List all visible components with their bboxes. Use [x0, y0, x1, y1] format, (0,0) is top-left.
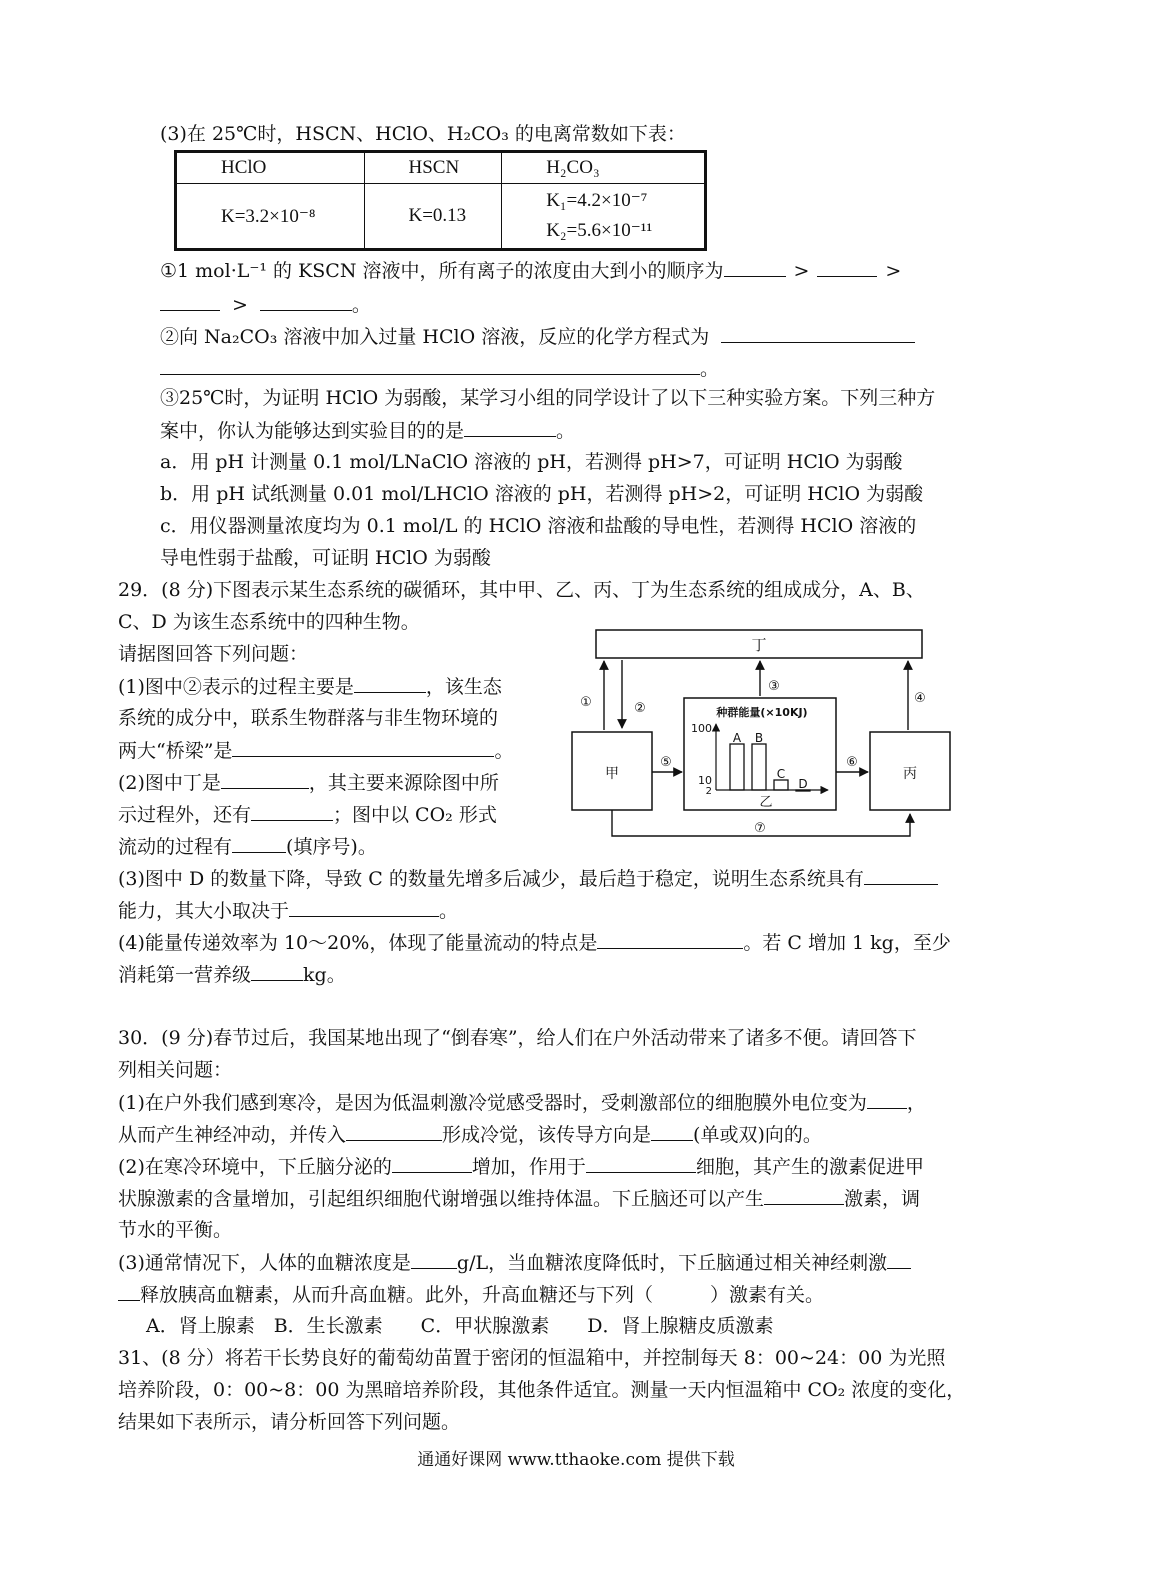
q30-part3-cont: 释放胰高血糖素，从而升高血糖。此外，升高血糖还与下列（ ）激素有关。 [118, 1282, 824, 1307]
table-header-h2co3: H₂CO₃ [502, 152, 706, 184]
num-3: ③ [768, 679, 780, 694]
answer-blank[interactable] [118, 1282, 140, 1301]
bar-c [774, 780, 788, 790]
q28-3-intro: (3)在 25℃时，HSCN、HClO、H₂CO₃ 的电离常数如下表： [160, 123, 686, 145]
answer-blank[interactable] [867, 1090, 907, 1109]
q29-part3: (3)图中 D 的数量下降，导致 C 的数量先增多后减少，最后趋于稳定，说明生态系统具有 [118, 866, 938, 891]
q29-part2-cont2: 流动的过程有 (填序号)。 [118, 836, 377, 858]
page-footer: 通通好课网 www.tthaoke.com 提供下载 [417, 1450, 735, 1470]
chart-title: 种群能量(×10KJ) [716, 706, 808, 719]
answer-blank[interactable] [160, 292, 220, 311]
num-6: ⑥ [846, 755, 858, 770]
answer-blank[interactable] [251, 802, 333, 821]
q31-stem-cont: 培养阶段，0：00~8：00 为黑暗培养阶段，其他条件适宜。测量一天内恒温箱中 CO₂ 浓度的变化， [118, 1379, 966, 1401]
label-bing: 丙 [903, 766, 917, 782]
q29-part1: (1)图中②表示的过程主要是 ，该生态 [118, 676, 502, 698]
bar-a [730, 744, 744, 790]
q28-3-part2-cont: 。 [160, 356, 719, 381]
bar-label-a: A [732, 731, 742, 745]
answer-blank[interactable] [864, 866, 938, 885]
q29-part2: (2)图中丁是 ，其主要来源除图中所 [118, 772, 499, 794]
q31-stem-cont2: 结果如下表所示，请分析回答下列问题。 [118, 1411, 461, 1433]
q29-stem-cont: C、D 为该生态系统中的四种生物。 [118, 611, 420, 633]
q29-part4-cont: 消耗第一营养级 kg。 [118, 964, 346, 986]
q30-part3: (3)通常情况下，人体的血糖浓度是 g/L，当血糖浓度降低时，下丘脑通过相关神经刺激 [118, 1250, 911, 1275]
option-a: a．用 pH 计测量 0.1 mol/LNaClO 溶液的 pH，若测得 pH>7，可证明 HClO 为弱酸 [160, 451, 903, 473]
q30-stem-cont: 列相关问题： [118, 1059, 233, 1081]
y-tick-2: 2 [705, 786, 712, 797]
answer-blank[interactable] [260, 292, 352, 311]
k2-h2co3: K₂=5.6×10⁻¹¹ [546, 220, 653, 241]
num-5: ⑤ [660, 755, 672, 770]
q30-part1-cont: 从而产生神经冲动，并传入 形成冷觉，该传导方向是 (单或双)向的。 [118, 1124, 822, 1146]
label-ding: 丁 [751, 636, 767, 654]
q30-part2-cont: 状腺激素的含量增加，引起组织细胞代谢增强以维持体温。下丘脑还可以产生 激素，调 [118, 1188, 921, 1210]
table-cell-k-hclo: K=3.2×10⁻⁸ [176, 184, 365, 250]
answer-blank[interactable] [346, 1122, 442, 1141]
y-tick-100: 100 [691, 722, 712, 735]
answer-blank[interactable] [651, 1122, 693, 1141]
q28-3-part1-cont: > 。 [160, 292, 371, 317]
q28-3-part1: ①1 mol·L⁻¹ 的 KSCN 溶液中，所有离子的浓度由大到小的顺序为 > > [160, 260, 902, 282]
option-c: c．用仪器测量浓度均为 0.1 mol/L 的 HClO 溶液和盐酸的导电性，若测得 HClO 溶液的 [160, 515, 917, 537]
answer-blank[interactable] [160, 356, 700, 375]
answer-blank[interactable] [817, 258, 877, 277]
q29-part4: (4)能量传递效率为 10～20%，体现了能量流动的特点是 。若 C 增加 1 kg，至少 [118, 932, 951, 954]
bar-b [752, 744, 766, 790]
bar-label-c: C [776, 767, 786, 781]
option-c-cont: 导电性弱于盐酸，可证眀 HClO 为弱酸 [160, 547, 491, 569]
answer-blank[interactable] [464, 418, 556, 437]
q28-3-part3-cont: 案中，你认为能够达到实验目的的是 。 [160, 420, 576, 442]
answer-blank[interactable] [411, 1250, 457, 1269]
table-header-hscn: HSCN [364, 152, 502, 184]
num-7: ⑦ [754, 821, 766, 836]
answer-blank[interactable] [251, 962, 303, 981]
answer-blank[interactable] [764, 1186, 844, 1205]
q30-part2-cont2: 节水的平衡。 [118, 1219, 233, 1241]
y-tick-10: 10 [698, 774, 712, 787]
answer-blank[interactable] [724, 258, 786, 277]
q30-options: A．肾上腺素 B．生长激素 C．甲状腺激素 D．肾上腺糖皮质激素 [146, 1315, 774, 1337]
bar-label-d: D [798, 777, 808, 791]
label-yi: 乙 [759, 795, 773, 810]
ionization-constant-table [174, 150, 707, 251]
q30-part2: (2)在寒冷环境中，下丘脑分泌的 增加，作用于 细胞，其产生的激素促进甲 [118, 1156, 924, 1178]
answer-blank[interactable] [232, 738, 494, 757]
q29-part1-cont: 系统的成分中，联系生物群落与非生物环境的 [118, 707, 499, 729]
q30-part1: (1)在户外我们感到寒冷，是因为低温刺激冷觉感受器时，受刺激部位的细胞膜外电位变为 ， [118, 1092, 926, 1114]
q29-instruction: 请据图回答下列问题： [118, 643, 309, 665]
num-4: ④ [914, 691, 926, 706]
q28-3-part2: ②向 Na₂CO₃ 溶液中加入过量 HClO 溶液，反应的化学方程式为 [160, 324, 915, 349]
answer-blank[interactable] [221, 770, 309, 789]
num-1: ① [580, 695, 592, 710]
q29-part1-cont2: 两大“桥梁”是 。 [118, 740, 514, 762]
table-header-hclo: HClO [176, 152, 365, 184]
q29-part2-cont: 示过程外，还有 ；图中以 CO₂ 形式 [118, 804, 497, 826]
label-jia: 甲 [605, 766, 619, 782]
table-cell-k-h2co3 [502, 184, 706, 250]
answer-blank[interactable] [354, 674, 426, 693]
answer-blank[interactable] [597, 930, 743, 949]
q31-stem: 31、(8 分）将若干长势良好的葡萄幼苗置于密闭的恒温箱中，并控制每天 8：00~24：00 为光照 [118, 1347, 946, 1369]
table-cell-k-hscn: K=0.13 [364, 184, 502, 250]
answer-blank[interactable] [392, 1154, 472, 1173]
answer-blank[interactable] [721, 324, 915, 343]
option-b: b．用 pH 试纸测量 0.01 mol/LHClO 溶液的 pH，若测得 pH>2，可证明 HClO 为弱酸 [160, 483, 924, 505]
k1-h2co3: K₁=4.2×10⁻⁷ [546, 190, 648, 211]
answer-blank[interactable] [289, 898, 439, 917]
answer-blank[interactable] [586, 1154, 696, 1173]
bar-label-b: B [754, 731, 764, 745]
q29-stem: 29．(8 分)下图表示某生态系统的碳循环，其中甲、乙、丙、丁为生态系统的组成成分，A、B、 [118, 579, 925, 601]
answer-blank[interactable] [887, 1250, 911, 1269]
carbon-cycle-diagram [560, 620, 960, 850]
answer-blank[interactable] [232, 834, 286, 853]
q29-part3-cont: 能力，其大小取决于 。 [118, 900, 459, 922]
num-2: ② [634, 701, 646, 716]
q28-3-part3: ③25℃时，为证明 HClO 为弱酸，某学习小组的同学设计了以下三种实验方案。下列三种方 [160, 387, 936, 409]
q30-stem: 30．(9 分)春节过后，我国某地出现了“倒春寒”，给人们在户外活动带来了诸多不便。请回答下 [118, 1027, 917, 1049]
